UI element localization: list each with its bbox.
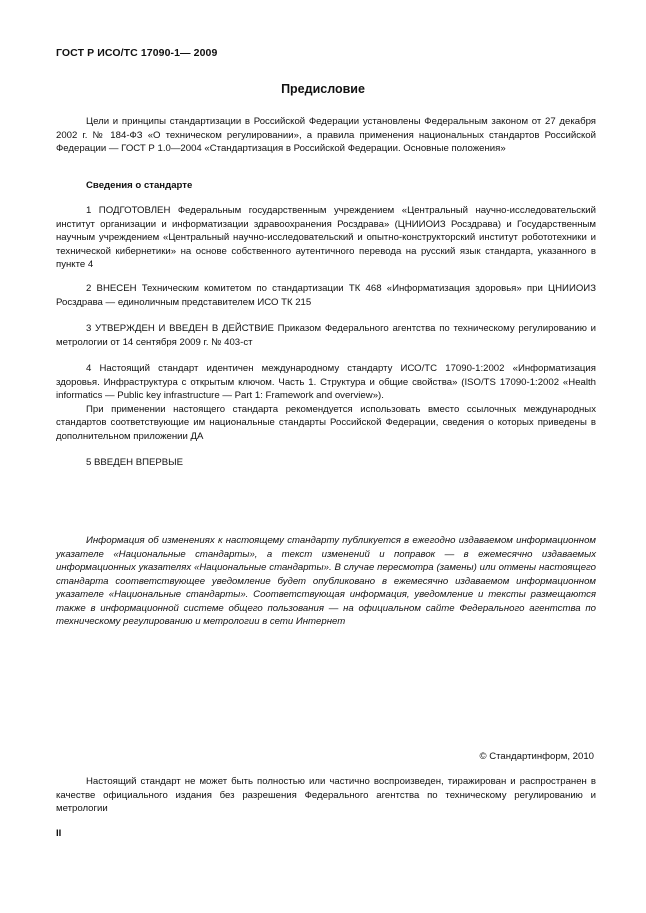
reproduction-notice: Настоящий стандарт не может быть полностью или частично воспроизведен, тиражирован и распространен в качестве официального издания без разрешения Федерального агентства по техническому регулированию и метрологии [56,776,596,814]
notice-paragraph: Информация об изменениях к настоящему стандарту публикуется в ежегодно издаваемом информационном указателе «Национальные стандарты», а текст изменений и поправок — в ежемесячно издаваемых информационных указателях «Национальные стандарты». В случае пересмотра (замены) или отмены настоящего стандарта соответствующее уведомление будет опубликовано в ежемесячно издаваемом информационном указателе «Национальные стандарты». Соответствующая информация, уведомление и тексты размещаются также в информационной системе общего пользования — на официальном сайте Федерального агентства по техническому регулированию и метрологии в сети Интернет [56,535,596,627]
notice-block [56,534,596,629]
item-1: 1 ПОДГОТОВЛЕН Федеральным государственным учреждением «Центральный научно-исследовательский институт организации и информатизации здравоохранения Росздрава» (ЦНИИОИЗ Росздрава) и Государственным научным учреждением «Центральный научно-исследовательский и опытно-конструкторский институт робототехники и технической кибернетики» на основе собственного аутентичного перевода на русский язык стандарта, указанного в пункте 4 [56,205,596,270]
page-number: II [56,828,62,839]
intro-block [56,115,596,156]
item-1-block [56,204,596,272]
item-5: 5 ВВЕДЕН ВПЕРВЫЕ [86,457,184,468]
item-5-block [56,456,596,470]
section-heading: Сведения о стандарте [86,180,193,191]
item-2-block [56,282,596,309]
reproduction-block [56,775,596,816]
page-title: Предисловие [281,82,365,96]
item-4: 4 Настоящий стандарт идентичен международному стандарту ИСО/ТС 17090-1:2002 «Информатизация здоровья. Инфраструктура с открытым ключом. Часть 1. Структура и общие свойства» (ISO/TS 17090-1:2002 «Health informatics — Public key infrastructure — Part 1: Framework and overview»). [56,363,596,401]
item-4-block [56,362,596,443]
item-3: 3 УТВЕРЖДЕН И ВВЕДЕН В ДЕЙСТВИЕ Приказом Федерального агентства по техническому регулированию и метрологии от 14 сентября 2009 г. № 403-ст [56,323,596,348]
copyright: © Стандартинформ, 2010 [479,751,594,762]
intro-paragraph: Цели и принципы стандартизации в Российской Федерации установлены Федеральным законом от 27 декабря 2002 г. № 184-ФЗ «О техническом регулировании», а правила применения национальных стандартов Российской Федерации — ГОСТ Р 1.0—2004 «Стандартизация в Российской Федерации. Основные положения» [56,116,596,154]
item-3-block [56,322,596,349]
item-4-continuation: При применении настоящего стандарта рекомендуется использовать вместо ссылочных международных стандартов соответствующие им национальные стандарты Российской Федерации, сведения о которых приведены в дополнительном приложении ДА [56,403,596,442]
item-2: 2 ВНЕСЕН Техническим комитетом по стандартизации ТК 468 «Информатизация здоровья» при ЦНИИОИЗ Росздрава — единоличным представителем ИСО ТК 215 [56,283,596,308]
standard-designation: ГОСТ Р ИСО/ТС 17090-1— 2009 [56,47,218,59]
